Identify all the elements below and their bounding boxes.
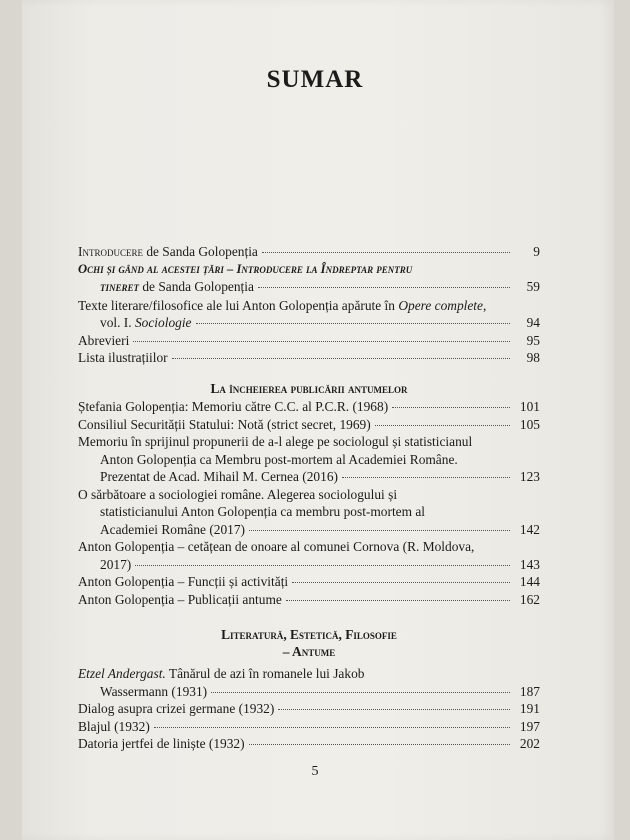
- entry-page: 144: [519, 574, 540, 589]
- entry-lead: Ochi și gând al acestei țări – Introducere la Îndreptar pentru: [78, 261, 413, 276]
- leader-dots: [392, 407, 510, 408]
- leader-dots: [249, 530, 510, 531]
- toc-entry[interactable]: [78, 398, 540, 416]
- entry-text: Tânărul de azi în romanele lui Jakob: [165, 666, 365, 681]
- entry-text: Anton Golopenția – Funcții și activități: [78, 574, 289, 589]
- leader-dots: [292, 582, 510, 583]
- entry-page: 191: [519, 701, 540, 716]
- entry-page: 187: [519, 683, 540, 699]
- toc-entry[interactable]: [78, 591, 540, 609]
- entry-text: vol. I.: [100, 315, 135, 330]
- entry-lead-cont: tineret: [100, 280, 140, 294]
- toc-entry[interactable]: [78, 573, 540, 591]
- entry-text: de Sanda Golopenția: [142, 244, 258, 259]
- entry-page: 162: [519, 591, 540, 607]
- entry-text: Academiei Române (2017): [100, 521, 246, 537]
- entry-text: Prezentat de Acad. Mihail M. Cernea (2016): [100, 469, 338, 484]
- entry-text: Anton Golopenția – Publicații antume: [78, 591, 282, 607]
- entry-text: Ștefania Golopenția: Memoriu către C.C. al P.C.R. (1968): [78, 399, 389, 414]
- entry-page: 101: [519, 399, 540, 414]
- leader-dots: [172, 358, 510, 359]
- toc-entry[interactable]: [78, 735, 540, 753]
- entry-text: Anton Golopenția ca Membru post-mortem al Academiei Române.: [100, 451, 458, 467]
- entry-page: 105: [519, 416, 540, 432]
- toc-section-1: [78, 398, 540, 608]
- leader-dots: [133, 341, 510, 342]
- entry-page: 59: [526, 279, 540, 294]
- entry-page: 142: [519, 521, 540, 537]
- entry-page: 123: [519, 469, 540, 484]
- entry-text: Anton Golopenția – cetățean de onoare al comunei Cornova (R. Moldova,: [78, 539, 475, 554]
- leader-dots: [278, 709, 510, 710]
- page-number: 5: [311, 764, 319, 779]
- leader-dots: [262, 252, 510, 253]
- toc-entry[interactable]: [78, 349, 540, 367]
- leader-dots: [342, 477, 510, 478]
- leader-dots: [258, 287, 510, 288]
- toc-entry[interactable]: [78, 297, 540, 332]
- toc-intro: [78, 243, 540, 367]
- leader-dots: [154, 727, 510, 728]
- entry-text: Texte literare/filosofice ale lui Anton Golopenția apărute în: [78, 297, 399, 313]
- entry-author: Etzel Andergast.: [78, 666, 166, 681]
- entry-text: 2017): [100, 556, 132, 572]
- leader-dots: [286, 600, 510, 601]
- leader-dots: [211, 692, 510, 693]
- entry-text-italic: Sociologie: [134, 315, 192, 330]
- entry-text: ,: [482, 297, 487, 313]
- entry-text: Abrevieri: [78, 332, 130, 348]
- toc-entry[interactable]: [78, 332, 540, 350]
- toc-entry[interactable]: [78, 433, 540, 486]
- entry-page: 202: [519, 736, 540, 751]
- toc-entry[interactable]: [78, 538, 540, 573]
- toc-entry[interactable]: [78, 700, 540, 718]
- entry-text: Wassermann (1931): [100, 683, 208, 699]
- toc-entry[interactable]: [78, 243, 540, 261]
- entry-text: O sărbătoare a sociologiei române. Alegerea sociologului și: [78, 486, 398, 502]
- entry-text: Datoria jertfei de liniște (1932): [78, 736, 245, 751]
- section-heading: Literatură, Estetică, Filosofie: [221, 627, 397, 642]
- toc-section-2: [78, 665, 540, 753]
- entry-text: Consiliul Securității Statului: Notă (strict secret, 1969): [78, 416, 371, 432]
- section-heading: La încheierea publicării antumelor: [210, 381, 408, 396]
- entry-page: 143: [519, 556, 540, 572]
- entry-page: 9: [533, 244, 540, 259]
- entry-text: de Sanda Golopenția: [139, 279, 254, 294]
- toc-entry[interactable]: [78, 718, 540, 736]
- entry-text: Dialog asupra crizei germane (1932): [78, 701, 275, 716]
- leader-dots: [196, 323, 511, 324]
- page-title: SUMAR: [266, 66, 364, 93]
- entry-text: Blajul (1932): [78, 718, 150, 734]
- leader-dots: [249, 744, 510, 745]
- toc-entry[interactable]: [78, 261, 540, 297]
- entry-text: Memoriu în sprijinul propunerii de a-l alege pe sociologul și statisticianul: [78, 434, 473, 449]
- entry-lead: Introducere: [78, 244, 143, 259]
- leader-dots: [375, 425, 510, 426]
- toc-entry[interactable]: [78, 486, 540, 539]
- toc-entry[interactable]: [78, 665, 540, 700]
- entry-page: 197: [519, 718, 540, 734]
- leader-dots: [135, 565, 510, 566]
- entry-text: statisticianului Anton Golopenția ca membru post-mortem al: [100, 504, 426, 519]
- section-subheading: – Antume: [282, 644, 336, 659]
- entry-page: 95: [526, 332, 540, 348]
- entry-text: Lista ilustrațiilor: [78, 350, 168, 365]
- toc-entry[interactable]: [78, 416, 540, 434]
- entry-text-italic: Opere complete: [398, 297, 483, 313]
- entry-page: 98: [526, 350, 540, 365]
- entry-page: 94: [526, 315, 540, 330]
